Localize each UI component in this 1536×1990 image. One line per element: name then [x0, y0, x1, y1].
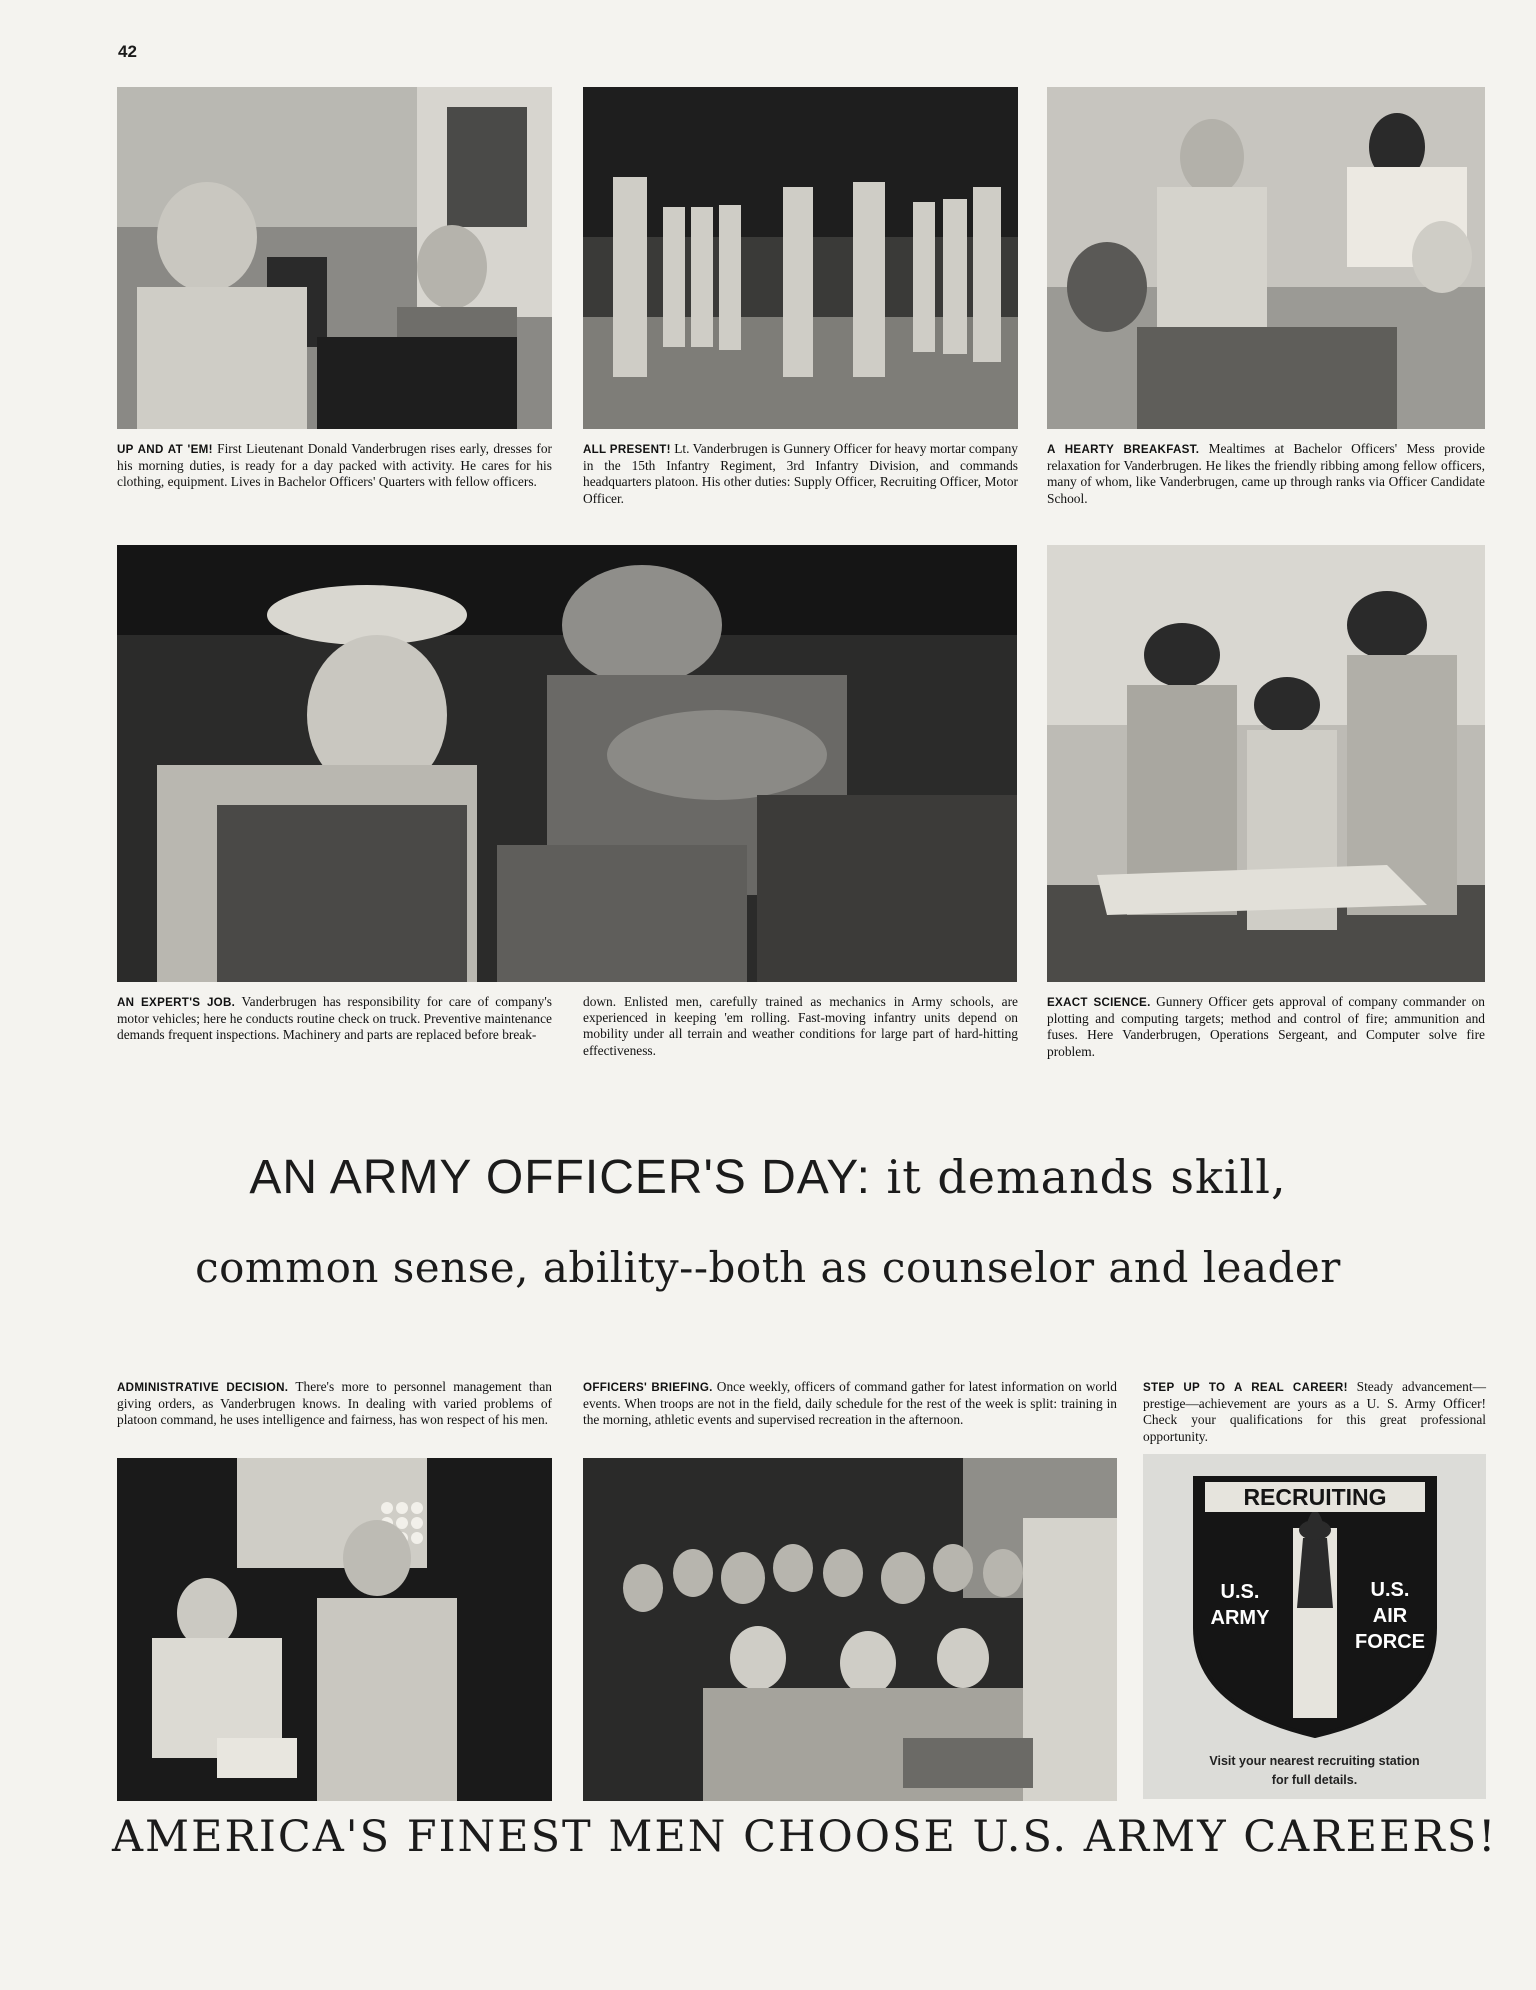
caption-up-and-at-em: UP AND AT 'EM! First Lieutenant Donald Vanderbrugen rises early, dresses for his morning duties, is ready for a day packed with activity. He cares for his clothing, equipment. Lives in Bachelor Officers' Quarters with fellow officers. — [117, 441, 552, 490]
torch-icon — [1297, 1538, 1333, 1608]
caption-step-up: STEP UP TO A REAL CAREER! Steady advancement—prestige—achievement are yours as a U. S. Army Officer! Check your qualifications for this great professional opportunity. — [1143, 1379, 1486, 1444]
recruiting-banner: RECRUITING — [1243, 1484, 1387, 1510]
caption-experts-job: AN EXPERT'S JOB. Vanderbrugen has responsibility for care of company's motor vehicles; here he conducts routine check on truck. Preventive maintenance demands frequent inspections. Machinery and parts are replaced before break- — [117, 994, 552, 1043]
recruiting-sign — [1143, 1454, 1486, 1799]
caption-hearty-breakfast: A HEARTY BREAKFAST. Mealtimes at Bachelor Officers' Mess provide relaxation for Vanderbrugen. He likes the friendly ribbing among fellow officers, many of whom, like Vanderbrugen, came up through ranks via Officer Candidate School. — [1047, 441, 1485, 506]
caption-experts-job-continued: down. Enlisted men, carefully trained as mechanics in Army schools, are experienced in keeping 'em rolling. Fast-moving infantry units depend on mobility under all terrain and weather conditions for large part of hard-hitting effectiveness. — [583, 994, 1018, 1058]
caption-officers-briefing: OFFICERS' BRIEFING. Once weekly, officers of command gather for latest information on world events. When troops are not in the field, daily schedule for the rest of the week is split: training in the morning, athletic events and supervised recreation in the afternoon. — [583, 1379, 1118, 1428]
caption-all-present: ALL PRESENT! Lt. Vanderbrugen is Gunnery Officer for heavy mortar company in the 15th Infantry Regiment, 3rd Infantry Division, and commands headquarters platoon. His other duties: Supply Officer, Recruiting Officer, Motor Officer. — [583, 441, 1018, 506]
page-number: 42 — [118, 42, 137, 61]
air-force-line-1: U.S. — [1370, 1579, 1410, 1601]
air-force-line-2: AIR — [1372, 1605, 1408, 1627]
headline-line2: common sense, ability--both as counselor and leader — [195, 1243, 1341, 1292]
caption-administrative-decision: ADMINISTRATIVE DECISION. There's more to personnel management than giving orders, as Vanderbrugen knows. In dealing with varied problems of platoon command, he uses intelligence and fairness, has won respect of his men. — [117, 1379, 552, 1428]
photo-all-present — [583, 87, 1018, 429]
footer-slogan: AMERICA'S FINEST MEN CHOOSE U.S. ARMY CAREERS! — [112, 1812, 1498, 1862]
army-line-2: ARMY — [1210, 1607, 1270, 1629]
photo-exact-science — [1047, 545, 1485, 982]
photo-up-and-at-em — [117, 87, 552, 429]
caption-exact-science: EXACT SCIENCE. Gunnery Officer gets approval of company commander on plotting and computing targets; method and control of fire; ammunition and fuses. Here Vanderbrugen, Operations Sergeant, and Computer solve fire problem. — [1047, 994, 1485, 1059]
recruiting-note: Visit your nearest recruiting station for full details. — [1209, 1754, 1420, 1787]
photo-administrative-decision — [117, 1458, 552, 1801]
photo-hearty-breakfast — [1047, 87, 1485, 429]
air-force-line-3: FORCE — [1355, 1631, 1425, 1653]
photo-officers-briefing — [583, 1458, 1117, 1801]
photo-experts-job — [117, 545, 1017, 982]
headline-line1: AN ARMY OFFICER'S DAY: it demands skill, — [249, 1150, 1287, 1204]
army-line-1: U.S. — [1220, 1581, 1260, 1603]
